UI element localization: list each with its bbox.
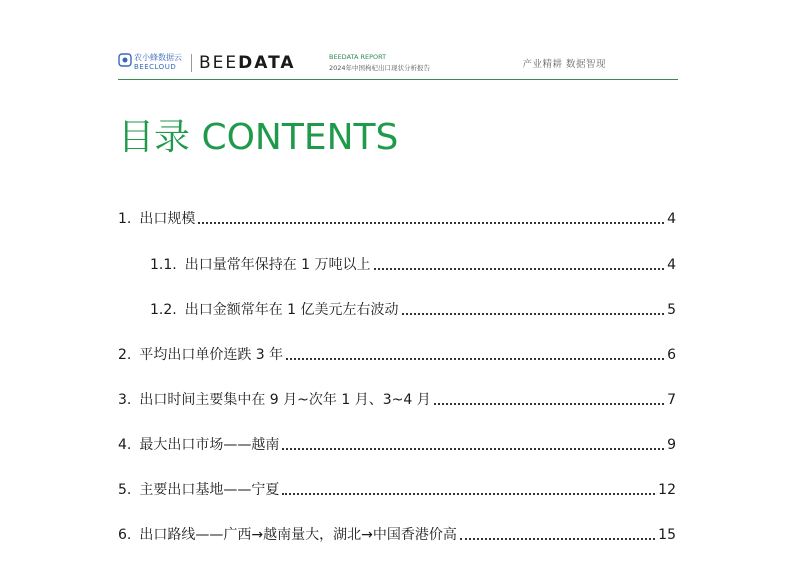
dot-leader [198, 221, 664, 224]
toc-entry-number: 1.1. [150, 257, 177, 273]
brand-light: BEE [199, 53, 239, 73]
toc-entry-page: 5 [667, 302, 676, 318]
toc-entry-4[interactable] [118, 432, 676, 454]
toc-entry-text: 最大出口市场——越南 [139, 437, 280, 453]
toc-entry-6[interactable] [118, 522, 676, 544]
dot-leader [434, 402, 664, 405]
toc-entry-number: 3. [118, 392, 132, 408]
toc-entry-number: 2. [118, 347, 132, 363]
toc-entry-number: 5. [118, 482, 132, 498]
toc-entry-number: 1.2. [150, 302, 177, 318]
toc-entry-1-1[interactable] [150, 252, 676, 274]
beecloud-logo-icon [118, 53, 132, 67]
toc-entry-text: 出口时间主要集中在 9 月~次年 1 月、3~4 月 [139, 392, 431, 408]
toc-title: 目录 CONTENTS [118, 117, 399, 158]
toc-entry-page: 9 [667, 437, 676, 453]
logo-english-text: BEECLOUD [134, 63, 177, 71]
report-subtitle: 2024年中国枸杞出口现状分析报告 [329, 64, 431, 72]
report-title: BEEDATA REPORT [329, 53, 387, 61]
toc-entry-text: 出口路线——广西→越南量大，湖北→中国香港价高 [139, 527, 457, 543]
toc-entry-1-2[interactable] [150, 297, 676, 319]
toc-entry-number: 6. [118, 527, 132, 543]
toc-entry-text: 出口金额常年在 1 亿美元左右波动 [184, 302, 399, 318]
toc-entry-text: 平均出口单价连跌 3 年 [139, 347, 284, 363]
dot-leader [460, 537, 655, 540]
logo-divider [191, 54, 192, 72]
header-slogan: 产业精耕 数据智现 [522, 59, 606, 70]
toc-entry-text: 出口量常年保持在 1 万吨以上 [184, 257, 371, 273]
dot-leader [282, 492, 655, 495]
toc-entry-3[interactable] [118, 387, 676, 409]
toc-entry-text: 主要出口基地——宁夏 [139, 482, 280, 498]
toc-entry-5[interactable] [118, 477, 676, 499]
brand-wordmark [199, 54, 296, 72]
toc-entry-1[interactable] [118, 206, 676, 228]
toc-entry-page: 4 [667, 211, 676, 227]
brand-bold: DATA [238, 53, 296, 73]
dot-leader [402, 312, 665, 315]
toc-entry-page: 6 [667, 347, 676, 363]
toc-entry-page: 12 [658, 482, 676, 498]
toc-entry-page: 4 [667, 257, 676, 273]
toc-entry-text: 出口规模 [139, 211, 196, 227]
toc-entry-page: 15 [658, 527, 676, 543]
dot-leader [286, 357, 664, 360]
dot-leader [282, 447, 664, 450]
toc-entry-2[interactable] [118, 342, 676, 364]
dot-leader [374, 267, 665, 270]
toc-entry-number: 1. [118, 211, 132, 227]
header-rule [118, 79, 678, 80]
page-header [118, 50, 678, 80]
toc-entry-page: 7 [667, 392, 676, 408]
logo-chinese-text: 农小蜂数据云 [134, 53, 182, 62]
toc-entry-number: 4. [118, 437, 132, 453]
